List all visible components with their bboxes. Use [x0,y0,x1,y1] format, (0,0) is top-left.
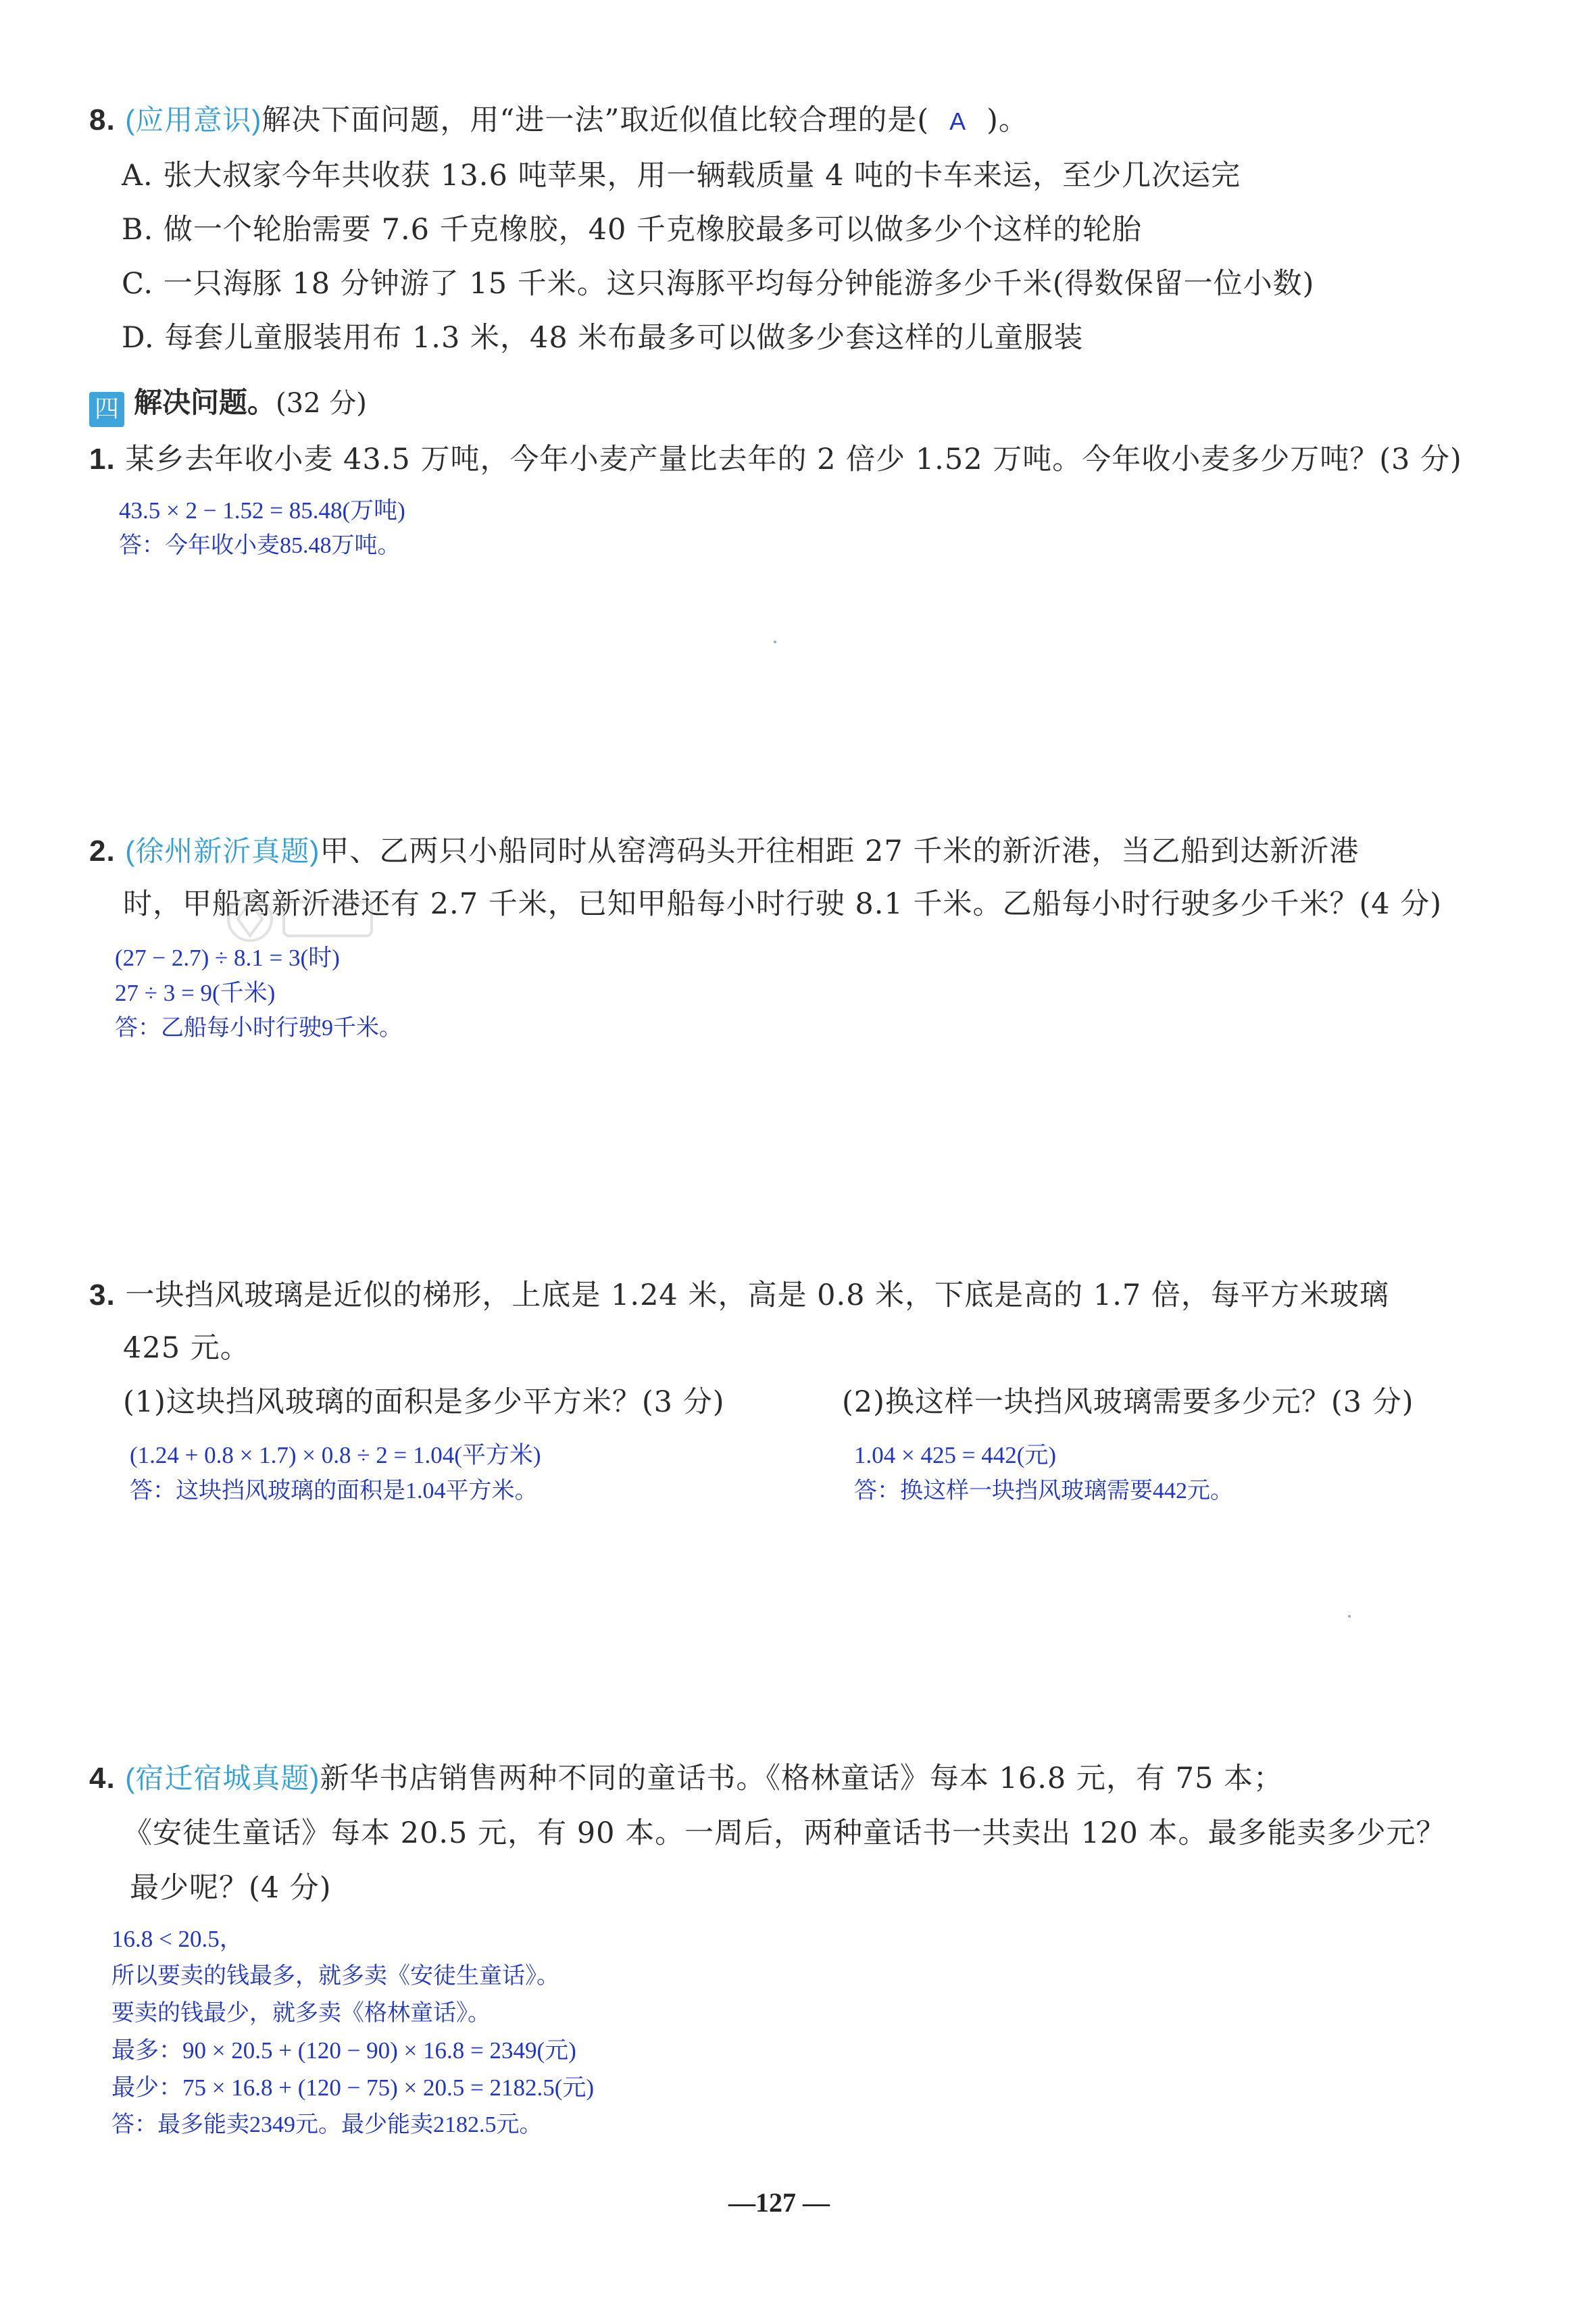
p2-answer-line: 答：乙船每小时行驶9千米。 [115,1016,402,1041]
p2-line2: 时，甲船离新沂港还有 2.7 千米，已知甲船每小时行驶 8.1 千米。乙船每小时行驶多少千米？(4 分) [123,887,1443,921]
q8-stem-text: 解决下面问题，用“进一法”取近似值比较合理的是( [261,103,930,137]
q8-option-b: B. 做一个轮胎需要 7.6 千克橡胶，40 千克橡胶最多可以做多少个这样的轮胎 [122,213,1143,247]
p2-number: 2. [89,835,116,868]
p4-answer-line: 要卖的钱最少，就多卖《格林童话》。 [111,2001,491,2026]
p3-sub2: (2)换这样一块挡风玻璃需要多少元？(3 分) [842,1385,1414,1419]
section-header [89,382,367,429]
q8-stem-end: )。 [987,103,1028,137]
q8-answer: A [949,107,967,135]
p2-answer-line: 27 ÷ 3 = 9(千米) [115,980,276,1006]
p1-stem [89,439,1462,480]
section-title: 解决问题。 [134,386,276,419]
section-score: (32 分) [276,388,367,419]
p3-line2: 425 元。 [123,1331,250,1365]
p2-stem [89,831,1359,872]
p2-line1: 甲、乙两只小船同时从窑湾码头开往相距 27 千米的新沂港，当乙船到达新沂港 [320,835,1360,868]
p1-answer-line: 43.5 × 2 − 1.52 = 85.48(万吨) [119,497,405,524]
p3-number: 3. [89,1278,116,1312]
p4-answer-line: 最少：75 × 16.8 + (120 − 75) × 20.5 = 2182.5(元) [111,2074,595,2101]
q8-number: 8. [89,103,116,136]
p4-line2: 《安徒生童话》每本 20.5 元，有 90 本。一周后，两种童话书一共卖出 120 本。最多能卖多少元？ [123,1816,1446,1850]
p4-answer-line: 所以要卖的钱最多，就多卖《安徒生童话》。 [111,1964,559,1989]
p3-answer2-line: 1.04 × 425 = 442(元) [854,1442,1057,1468]
p3-line1: 一块挡风玻璃是近似的梯形，上底是 1.24 米，高是 0.8 米，下底是高的 1.7 倍，每平方米玻璃 [125,1278,1389,1312]
p4-answer-line: 答：最多能卖2349元。最少能卖2182.5元。 [111,2112,543,2137]
p4-number: 4. [89,1762,116,1795]
p3-stem [89,1275,1389,1316]
q8-option-d: D. 每套儿童服装用布 1.3 米，48 米布最多可以做多少套这样的儿童服装 [122,321,1084,355]
p1-answer-line: 答：今年收小麦85.48万吨。 [119,533,401,558]
p4-answer-line: 最多：90 × 20.5 + (120 − 90) × 16.8 = 2349(元) [111,2037,576,2064]
p3-answer1-line: (1.24 + 0.8 × 1.7) × 0.8 ÷ 2 = 1.04(平方米) [130,1442,541,1468]
p4-stem [89,1758,1283,1799]
p4-answer-line: 16.8 < 20.5， [111,1926,243,1952]
p3-sub1: (1)这块挡风玻璃的面积是多少平方米？(3 分) [123,1385,725,1419]
p1-text: 某乡去年收小麦 43.5 万吨，今年小麦产量比去年的 2 倍少 1.52 万吨。今年收小麦多少万吨？(3 分) [125,443,1462,476]
p4-tag: (宿迁宿城真题) [125,1762,320,1794]
p2-answer-line: (27 − 2.7) ÷ 8.1 = 3(时) [115,945,340,971]
p1-number: 1. [89,443,116,476]
q8-option-c: C. 一只海豚 18 分钟游了 15 千米。这只海豚平均每分钟能游多少千米(得数保留一位小数) [122,267,1315,301]
p4-line1: 新华书店销售两种不同的童话书。《格林童话》每本 16.8 元，有 75 本； [320,1762,1283,1795]
section-badge: 四 [89,392,124,427]
p4-line3: 最少呢？(4 分) [130,1871,332,1905]
q8-option-a: A. 张大叔家今年共收获 13.6 吨苹果，用一辆载质量 4 吨的卡车来运，至少几次运完 [122,159,1241,193]
p3-answer2-line: 答：换这样一块挡风玻璃需要442元。 [854,1478,1233,1503]
p3-answer1-line: 答：这块挡风玻璃的面积是1.04平方米。 [130,1478,538,1503]
q8-tag: (应用意识) [125,104,262,136]
p2-tag: (徐州新沂真题) [125,835,320,867]
page-number: —127 — [728,2187,830,2218]
q8-stem [89,100,1028,142]
